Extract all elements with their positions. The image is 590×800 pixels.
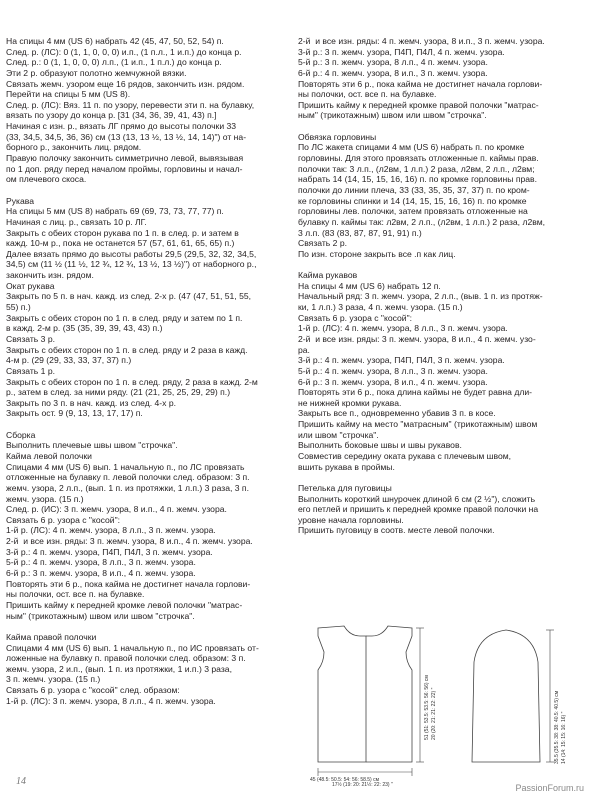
text-line: ке горловины спинки и 14 (14, 15, 15, 16, 16) п. по кромке [298, 195, 527, 206]
text-line: ным" (трикотажным) швом или швом "строчка". [6, 610, 195, 621]
text-line: (33, 34,5, 34,5, 36, 36) см (13 (13, 13 ½, 13 ½, 14, 14)") от на- [6, 131, 247, 142]
text-line: Связать 6 р. узора с "косой": [298, 312, 413, 323]
text-line: Рукава [6, 195, 35, 206]
text-line: Эти 2 р. образуют полотно жемчужной вязки. [6, 67, 187, 78]
text-line: След. р. (ЛС): Вяз. 11 п. по узору, перевести эти п. на булавку, [6, 99, 255, 110]
text-line: Пришить кайму на место "матрасным" (трикотажным) швом [298, 419, 538, 430]
body-width-inches: 17½ (19: 20: 21½: 22: 23) " [332, 782, 393, 788]
text-line: 34,5) см (11 ½ (11 ½, 12 ¾, 12 ¾, 13 ½, 13 ½)") от наборного р., [6, 259, 257, 270]
text-line: 2-й и все изн. ряды: 4 п. жемч. узора, 8 и.п., 3 п. жемч. узора. [298, 36, 545, 46]
text-line: жемч. узора, 2 и.п., (вып. 1 п. из протяжки, 1 и.п.) 3 раза, [6, 663, 232, 674]
text-line: отложенные на булавку п. левой полочки след. образом: 3 п. [6, 472, 250, 483]
text-line: ным" (трикотажным) швом или швом "строчка". [298, 110, 487, 121]
sleeve-height-inches-label: 14 (14: 15: 15: 16: 16) " [561, 711, 567, 764]
text-line: Пришить кайму к передней кромке левой полочки "матрас- [6, 599, 243, 610]
paragraph-gap [298, 121, 570, 132]
text-line: Закрыть ост. 9 (9, 13, 13, 17, 17) п. [6, 408, 143, 419]
sleeve-schematic [458, 622, 578, 782]
sleeve-shape [472, 630, 540, 762]
sleeve-height-label: 35.5 (35.5: 38: 38: 40.5: 40.5) см [554, 690, 560, 764]
text-line: полочки так: 3 л.п., (л2вм, 1 л.п.) 2 раза, л2вм, 2 л.п., л2вм; [298, 163, 535, 174]
text-line: Закрыть с обеих сторон рукава по 1 п. в след. р. и затем в [6, 227, 239, 238]
paragraph-gap [298, 259, 570, 270]
paragraph-gap [6, 419, 278, 430]
text-line: Спицами 4 мм (US 6) вып. 1 начальную п., по ЛС провязать [6, 461, 245, 472]
text-line: ложенные на булавку п. правой полочки след. образом: 3 п. [6, 653, 246, 664]
text-line: Связать 2 р. [298, 238, 347, 249]
text-line: Кайма рукавов [298, 270, 358, 281]
text-line: По изн. стороне закрыть все .п как лиц. [298, 248, 456, 259]
text-line: Связать жемч. узором еще 16 рядов, закончить изн. рядом. [6, 78, 245, 89]
text-line: р., затем в след. за ними ряду. (21 (21, 25, 25, 29, 29) п.) [6, 387, 231, 398]
text-line: Закрыть все п., одновременно убавив 3 п. в косе. [298, 408, 496, 419]
text-line: Сборка [6, 429, 36, 440]
text-line: На спицы 5 мм (US 8) набрать 69 (69, 73, 73, 77, 77) п. [6, 206, 224, 217]
text-line: ра. [298, 344, 310, 355]
paragraph-gap [298, 472, 570, 483]
body-width-label: 45 (48.5: 50.5: 54: 56: 58.5) см [310, 777, 380, 782]
text-line: вязать по узору до конца р. [31 (34, 36, 39, 41, 43) п.] [6, 110, 217, 121]
text-line: кажд. 10-м р., пока не останется 57 (57, 61, 61, 65, 65) п.) [6, 238, 235, 249]
text-line: ны полочки, ост. все п. на булавке. [6, 589, 145, 600]
text-line: Повторять эти 6 р., пока кайма не достигнет начала горлови- [6, 578, 251, 589]
text-line: Окат рукава [6, 280, 55, 291]
text-line: На спицы 4 мм (US 6) набрать 12 п. [298, 280, 441, 291]
text-line: Связать 3 р. [6, 333, 55, 344]
text-line: 2-й и все изн. ряды: 3 п. жемч. узора, 8 и.п., 4 п. жемч. узо- [298, 333, 536, 344]
text-line: вшить рукава в проймы. [298, 461, 395, 472]
text-line: Кайма левой полочки [6, 450, 92, 461]
text-line: Спицами 4 мм (US 6) вып. 1 начальную п., по ИС провязать от- [6, 642, 259, 653]
text-line: Начиная с изн. р., вязать ЛГ прямо до высоты полочки 33 [6, 121, 237, 132]
text-line: его петлей и пришить к передней кромке правой полочки на [298, 504, 539, 515]
text-line: полочки до линии плеча, 33 (33, 35, 35, 37, 37) п. по кром- [298, 184, 530, 195]
text-line: 3-й р.: 4 п. жемч. узора, П4П, П4Л, 3 п. жемч. узора. [298, 355, 505, 366]
text-line: Кайма правой полочки [6, 631, 97, 642]
text-line: Повторять эти 6 р., пока кайма не достигнет начала горлови- [298, 78, 543, 89]
text-line: Связать 6 р. узора с "косой": [6, 514, 121, 525]
text-line: Закрыть по 3 п. в нач. кажд. из след. 4-х р. [6, 397, 177, 408]
text-line: Выполнить плечевые швы швом "строчка". [6, 440, 178, 451]
body-height-label: 51 (51: 53.5: 53.5: 56: 56) см [424, 675, 430, 740]
text-line: закончить изн. рядом. [6, 270, 94, 281]
text-line: 3-й р.: 4 п. жемч. узора, П4П, П4Л, 3 п. жемч. узора. [6, 546, 213, 557]
text-line: не нижней кромки рукава. [298, 397, 402, 408]
text-line: 3 п. жемч. узора. (15 п.) [6, 674, 101, 685]
text-line: След. р.: 0 (1, 1, 0, 0, 0) л.п., (1 и.п., 1 п.л.) до конца р. [6, 57, 222, 68]
text-line: След. р. (ЛС): 0 (1, 1, 0, 0, 0) и.п., (1 п.л., 1 и.п.) до конца р. [6, 46, 242, 57]
paragraph-gap [6, 185, 278, 196]
text-line: 2-й и все изн. ряды: 3 п. жемч. узора, 8 и.п., 4 п. жемч. узора. [6, 536, 253, 547]
text-line: жемч. узора, 2 л.п., (вып. 1 п. из протяжки, 1 л.п.) 3 раза, 3 п. [6, 482, 249, 493]
text-line: 6-й р.: 4 п. жемч. узора, 8 и.п., 3 п. жемч. узора. [298, 67, 488, 78]
text-line: набрать 14 (14, 15, 15, 16, 16) п. по кромке горловины прав. [298, 174, 538, 185]
right-column [298, 36, 570, 536]
front-panel-shape [318, 626, 366, 762]
front-panel-right-shape [366, 626, 412, 762]
text-line: Далее вязать прямо до высоты работы 29,5 (29,5, 32, 32, 34,5, [6, 248, 257, 259]
text-line: горловины. Для этого провязать отложенные п. каймы прав. [298, 153, 539, 164]
text-line: Выполнить короткий шнурочек длиной 6 см (2 ½"), сложить [298, 493, 536, 504]
text-line: 1-й р. (ЛС): 4 п. жемч. узора, 8 л.п., 3 п. жемч. узора. [6, 525, 216, 536]
text-line: Закрыть с обеих сторон по 1 п. в след. ряду, 2 раза в кажд. 2-м [6, 376, 258, 387]
text-line: След. р. (ИС): 3 п. жемч. узора, 8 и.п., 4 п. жемч. узора. [6, 504, 227, 515]
text-line: 4-м р. (29 (29, 33, 33, 37, 37) п.) [6, 355, 132, 366]
text-line: Закрыть с обеих сторон по 1 п. в след. ряду и 2 раза в кажд. [6, 344, 248, 355]
text-line: борного р., закончить лиц. рядом. [6, 142, 142, 153]
text-line: Пришить пуговицу в соотв. месте левой полочки. [298, 525, 495, 536]
text-line: Начиная с лиц. р., связать 10 р. ЛГ. [6, 216, 147, 227]
site-watermark: PassionForum.ru [515, 783, 584, 793]
text-line: Перейти на спицы 5 мм (US 8). [6, 89, 131, 100]
text-line: Связать 1 р. [6, 365, 55, 376]
text-line: 3 л.п. (83 (83, 87, 87, 91, 91) п.) [298, 227, 422, 238]
left-column [6, 36, 278, 706]
text-line: Пришить кайму к передней кромке правой полочки "матрас- [298, 99, 539, 110]
text-line: ки, 1 л.п.) 3 раза, 4 п. жемч. узора. (15 п.) [298, 302, 463, 313]
text-line: Закрыть с обеих сторон по 1 п. в след. ряду и затем по 1 п. [6, 312, 243, 323]
text-line: уровне начала горловины. [298, 514, 404, 525]
text-line: Правую полочку закончить симметрично левой, вывязывая [6, 153, 244, 164]
text-line: 6-й р.: 3 п. жемч. узора, 8 и.п., 4 п. жемч. узора. [6, 568, 196, 579]
text-line: Совместив середину оката рукава с плечевым швом, [298, 450, 512, 461]
text-line: Начальный ряд: 3 п. жемч. узора, 2 л.п., (выв. 1 п. из протяж- [298, 291, 543, 302]
text-line: по 1 доп. ряду перед началом проймы, горловины и начал- [6, 163, 243, 174]
text-line: или швом "строчка". [298, 429, 379, 440]
text-line: На спицы 4 мм (US 6) набрать 42 (45, 47, 50, 52, 54) п. [6, 36, 224, 46]
text-line: Закрыть по 5 п. в нач. кажд. из след. 2-х р. (47 (47, 51, 51, 55, [6, 291, 252, 302]
text-line: ны полочки, ост. все п. на булавке. [298, 89, 437, 100]
paragraph-gap [6, 621, 278, 632]
text-line: жемч. узора. (15 п.) [6, 493, 84, 504]
text-line: горловины лев. полочки, затем провязать отложенные на [298, 206, 528, 217]
text-line: 6-й р.: 3 п. жемч. узора, 8 и.п., 4 п. жемч. узора. [298, 376, 488, 387]
body-height-inches-label: 20 (20: 21: 21: 22: 22) " [431, 687, 437, 740]
text-line: Обвязка горловины [298, 131, 377, 142]
text-line: булавку п. каймы так: л2вм, 2 л.п., (л2вм, 1 л.п.) 2 раза, л2вм, [298, 216, 546, 227]
text-line: в кажд. 2-м р. (35 (35, 39, 39, 43, 43) п.) [6, 323, 163, 334]
text-line: 1-й р. (ЛС): 4 п. жемч. узора, 8 л.п., 3 п. жемч. узора. [298, 323, 508, 334]
text-line: 55) п.) [6, 302, 31, 313]
text-line: 5-й р.: 4 п. жемч. узора, 8 л.п., 3 п. жемч. узора. [6, 557, 196, 568]
text-line: 3-й р.: 3 п. жемч. узора, П4П, П4Л, 4 п. жемч. узора. [298, 46, 505, 57]
text-line: Выполнить боковые швы и швы рукавов. [298, 440, 462, 451]
body-schematic [300, 622, 450, 782]
text-line: 5-й р.: 4 п. жемч. узора, 8 л.п., 3 п. жемч. узора. [298, 365, 488, 376]
text-line: 5-й р.: 3 п. жемч. узора, 8 л.п., 4 п. жемч. узора. [298, 57, 488, 68]
text-line: 1-й р. (ЛС): 3 п. жемч. узора, 8 л.п., 4 п. жемч. узора. [6, 695, 216, 706]
text-line: Петелька для пуговицы [298, 482, 392, 493]
text-line: Связать 6 р. узора с "косой" след. образом: [6, 685, 180, 696]
text-line: ом плечевого скоса. [6, 174, 87, 185]
text-line: Повторять эти 6 р., пока длина каймы не будет равна дли- [298, 387, 533, 398]
page-number: 14 [16, 776, 26, 787]
text-line: По ЛС жакета спицами 4 мм (US 6) набрать п. по кромке [298, 142, 525, 153]
